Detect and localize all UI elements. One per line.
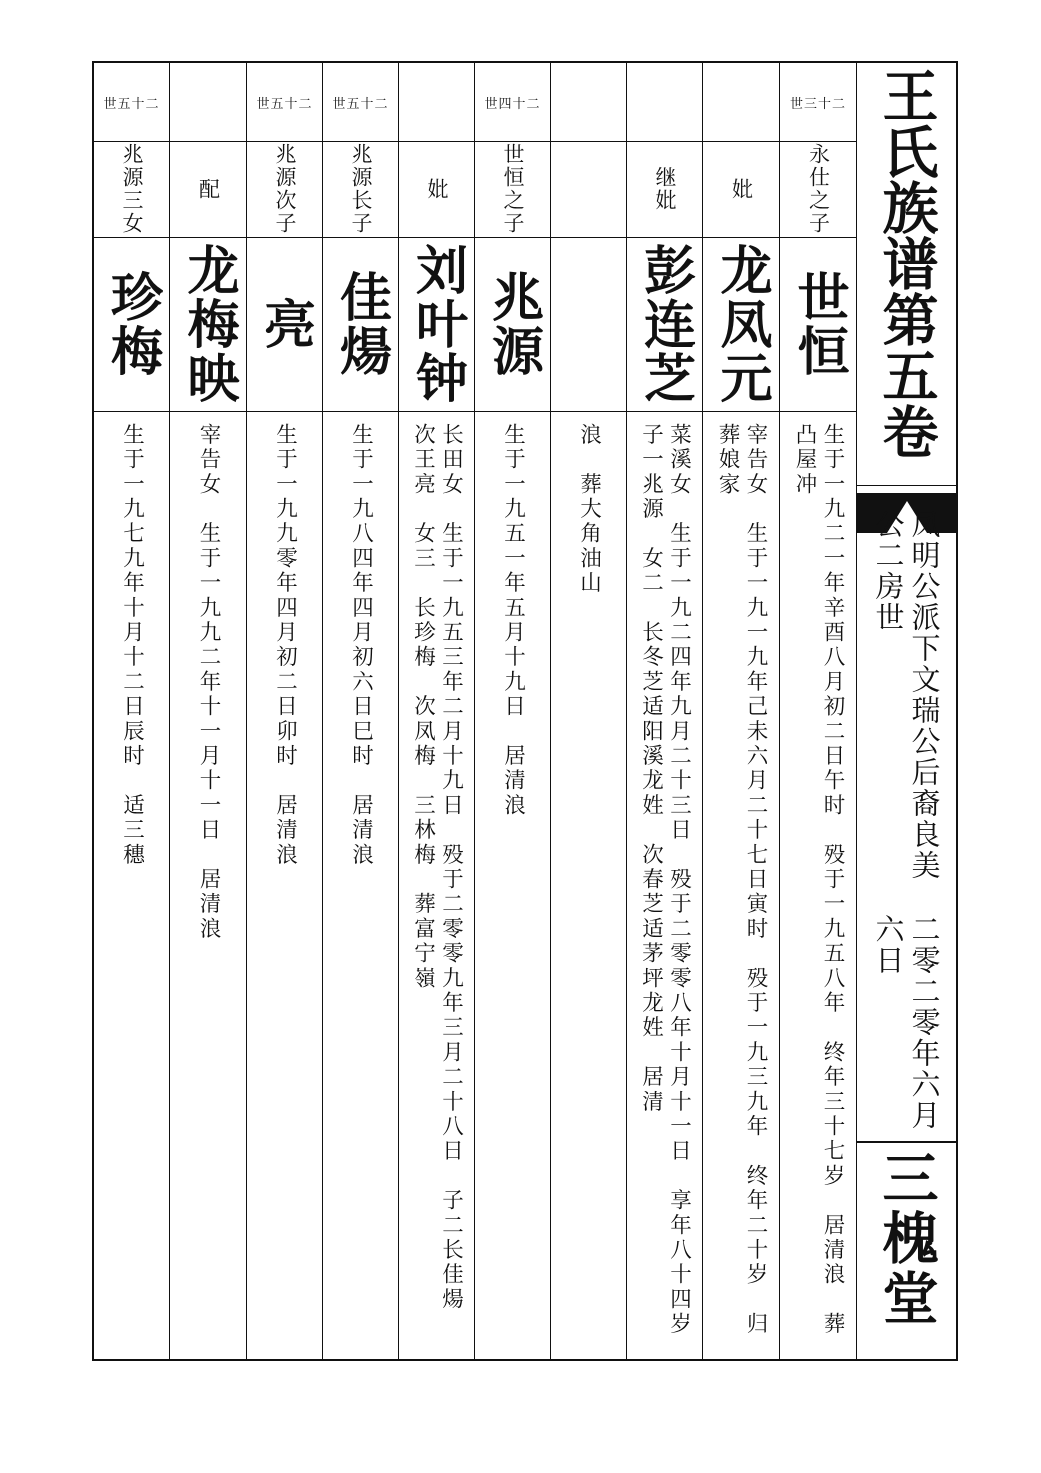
generation-label: 二十四世 — [484, 96, 541, 112]
name-cell — [627, 237, 702, 412]
relation-cell — [551, 141, 626, 238]
relation-cell — [323, 141, 398, 238]
relation-cell — [703, 141, 779, 238]
record-cell — [475, 423, 550, 1353]
person-name: 兆源 — [482, 270, 544, 378]
generation-cell — [323, 63, 398, 142]
name-cell — [551, 237, 626, 412]
record-text: 宰告女 生于一九九二年十一月十一日 居清浪 — [196, 423, 221, 942]
entry-column — [94, 63, 170, 1359]
name-cell — [780, 237, 856, 412]
record-text: 长田女 生于一九五三年二月十九日 殁于二零零九年三月二十八日 子二长佳煬 次王亮 女三 长珍梅 次凤梅 三林梅 葬富宁嶺 — [410, 423, 464, 1337]
relation-label: 配 — [196, 177, 221, 201]
person-name: 亮 — [254, 297, 316, 351]
person-name: 世恒 — [788, 270, 849, 378]
record-text: 生于一九八四年四月初六日巳时 居清浪 — [348, 423, 374, 868]
relation-cell — [627, 141, 702, 238]
person-name: 佳煬 — [330, 270, 392, 378]
relation-label: 永仕之子 — [806, 143, 831, 235]
record-text: 宰告女 生于一九一九年己未六月二十七日寅时 殁于一九三九年 终年二十岁 归葬娘家 — [715, 423, 768, 1337]
record-text: 生于一九七九年十月十二日辰时 适三穗 — [119, 423, 145, 868]
generation-label: 二十五世 — [256, 96, 313, 112]
generation-cell — [399, 63, 474, 142]
generation-cell — [780, 63, 856, 142]
person-name: 龙凤元 — [711, 243, 772, 405]
record-text: 浪 葬大角油山 — [576, 423, 602, 596]
book-title: 王氏族谱第五卷 — [873, 67, 940, 459]
genealogy-page — [92, 61, 958, 1361]
record-text: 生于一九二一年辛酉八月初二日午时 殁于一九五八年 终年三十七岁 居清浪 葬凸屋冲 — [792, 423, 845, 1337]
hall-name-cell — [857, 1149, 956, 1359]
record-cell — [323, 423, 398, 1353]
generation-label: 二十五世 — [103, 96, 160, 112]
subtitle-block — [871, 509, 943, 1139]
record-cell — [399, 423, 474, 1353]
relation-label: 兆源次子 — [273, 143, 297, 235]
hall-name: 三槐堂 — [873, 1149, 940, 1329]
generation-label: 二十五世 — [332, 96, 389, 112]
name-cell — [399, 237, 474, 412]
record-cell — [551, 423, 626, 1353]
relation-label: 妣 — [425, 177, 449, 201]
record-cell — [170, 423, 246, 1353]
name-cell — [703, 237, 779, 412]
record-text: 菜溪女 生于一九二四年九月二十三日 殁于二零零八年十月十一日 享年八十四岁 子一兆源 女二 长冬芝适阳溪龙姓 次春芝适茅坪龙姓 居清 — [638, 423, 692, 1362]
name-cell — [323, 237, 398, 412]
name-cell — [94, 237, 169, 412]
subtitle-cell — [857, 509, 956, 1139]
generation-label: 二十三世 — [789, 96, 846, 112]
title-column — [857, 63, 956, 1359]
lineage-subtitle: 凤明公派下文瑞公后裔良美公二房世 — [871, 509, 942, 881]
record-cell — [627, 423, 702, 1362]
generation-cell — [551, 63, 626, 142]
name-cell — [247, 237, 322, 412]
entry-column — [551, 63, 627, 1359]
entry-column — [170, 63, 247, 1359]
relation-label: 继妣 — [653, 166, 677, 212]
record-cell — [703, 423, 779, 1353]
book-title-cell — [857, 67, 956, 485]
relation-label: 妣 — [729, 177, 754, 201]
relation-cell — [247, 141, 322, 238]
entry-column — [703, 63, 780, 1359]
entry-column — [323, 63, 399, 1359]
entry-column — [780, 63, 857, 1359]
generation-cell — [703, 63, 779, 142]
relation-cell — [170, 141, 246, 238]
hall-divider — [857, 1141, 956, 1143]
relation-label: 兆源长子 — [349, 143, 373, 235]
relation-cell — [94, 141, 169, 238]
person-name: 珍梅 — [101, 270, 163, 378]
record-cell — [247, 423, 322, 1353]
person-name: 龙梅映 — [178, 243, 239, 405]
record-text: 生于一九九零年四月初二日卯时 居清浪 — [272, 423, 298, 868]
person-name: 刘叶钟 — [406, 243, 468, 405]
relation-label: 兆源三女 — [120, 143, 144, 235]
entry-column — [475, 63, 551, 1359]
generation-cell — [627, 63, 702, 142]
relation-label: 世恒之子 — [501, 143, 525, 235]
record-cell — [780, 423, 856, 1353]
name-cell — [475, 237, 550, 412]
record-cell — [94, 423, 169, 1353]
record-text: 生于一九五一年五月十九日 居清浪 — [500, 423, 526, 819]
relation-cell — [780, 141, 856, 238]
name-cell — [170, 237, 246, 412]
entry-column — [247, 63, 323, 1359]
entry-column — [399, 63, 475, 1359]
person-name: 彭连芝 — [634, 243, 696, 405]
relation-cell — [399, 141, 474, 238]
generation-cell — [475, 63, 550, 142]
generation-cell — [170, 63, 246, 142]
relation-cell — [475, 141, 550, 238]
generation-cell — [94, 63, 169, 142]
generation-cell — [247, 63, 322, 142]
compile-date: 二零二零年六月六日 — [871, 913, 942, 1131]
entry-column — [627, 63, 703, 1362]
